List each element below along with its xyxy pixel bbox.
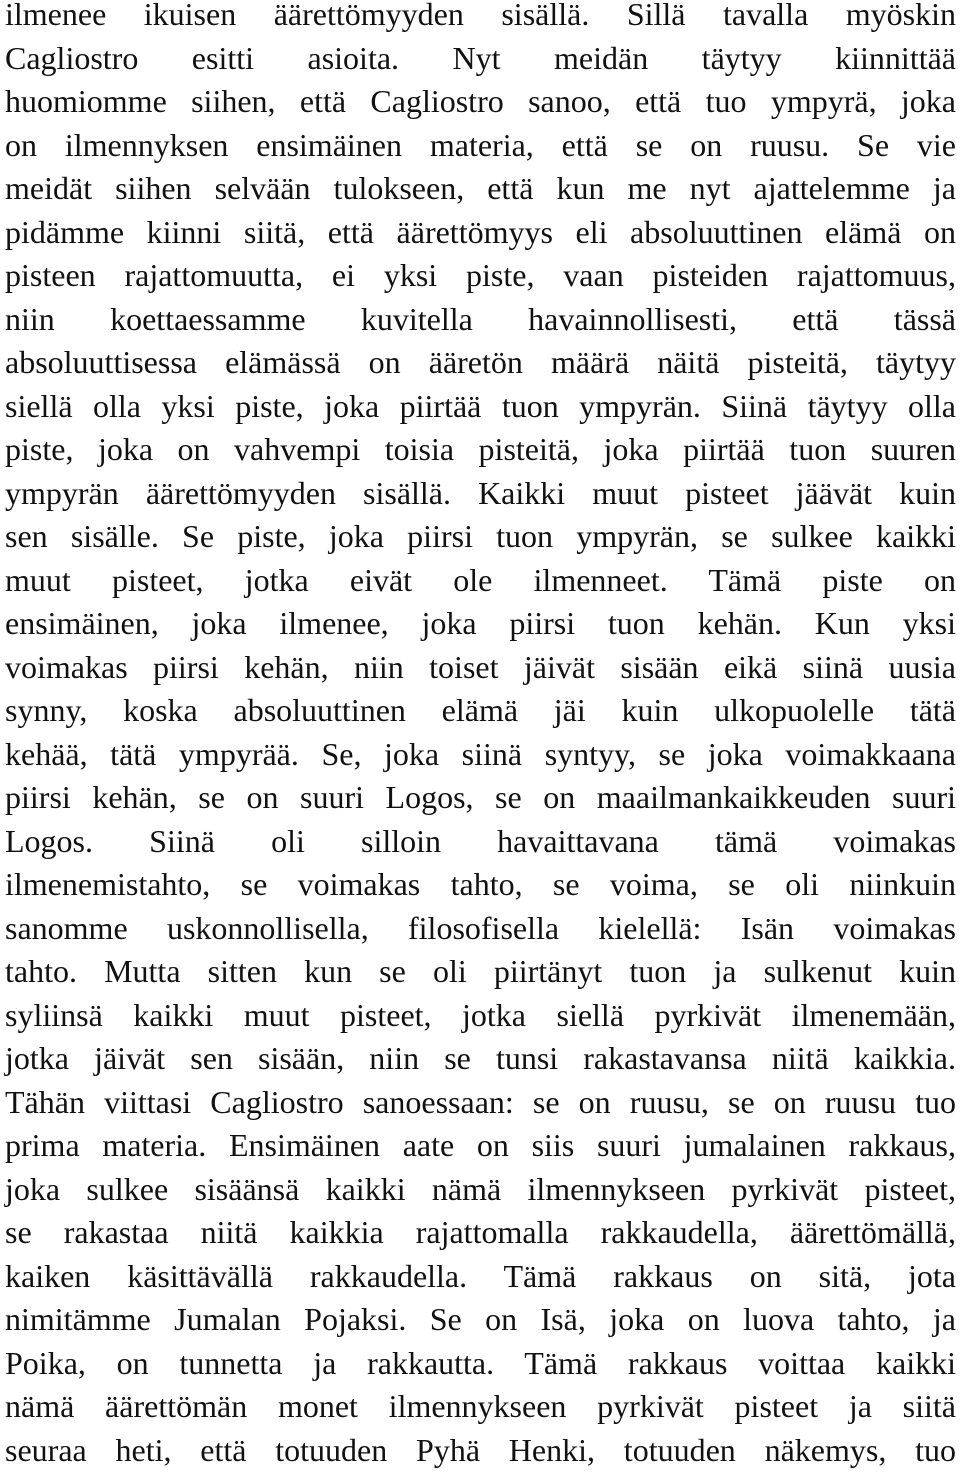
text-line: absoluuttisessa elämässä on ääretön määrä näitä pisteitä, täytyy [0, 341, 960, 385]
text-line: sanomme uskonnollisella, filosofisella kielellä: Isän voimakas [0, 907, 960, 951]
text-line: siellä olla yksi piste, joka piirtää tuon ympyrän. Siinä täytyy olla [0, 385, 960, 429]
text-line: nämä äärettömän monet ilmennykseen pyrkivät pisteet ja siitä [0, 1385, 960, 1429]
text-line: sen sisälle. Se piste, joka piirsi tuon ympyrän, se sulkee kaikki [0, 515, 960, 559]
text-line: on ilmennyksen ensimäinen materia, että se on ruusu. Se vie [0, 124, 960, 168]
text-line: jotka jäivät sen sisään, niin se tunsi rakastavansa niitä kaikkia. [0, 1037, 960, 1081]
text-line: Cagliostro esitti asioita. Nyt meidän täytyy kiinnittää [0, 37, 960, 81]
text-line: piirsi kehän, se on suuri Logos, se on maailmankaikkeuden suuri [0, 776, 960, 820]
text-line: se rakastaa niitä kaikkia rajattomalla rakkaudella, äärettömällä, [0, 1211, 960, 1255]
text-line: kaiken käsittävällä rakkaudella. Tämä rakkaus on sitä, jota [0, 1255, 960, 1299]
text-line: pisteen rajattomuutta, ei yksi piste, vaan pisteiden rajattomuus, [0, 254, 960, 298]
text-line: Logos. Siinä oli silloin havaittavana tämä voimakas [0, 820, 960, 864]
text-line: prima materia. Ensimäinen aate on siis suuri jumalainen rakkaus, [0, 1124, 960, 1168]
text-line: nimitämme Jumalan Pojaksi. Se on Isä, joka on luova tahto, ja [0, 1298, 960, 1342]
text-line: ilmenemistahto, se voimakas tahto, se voima, se oli niinkuin [0, 863, 960, 907]
text-line: ympyrän äärettömyyden sisällä. Kaikki muut pisteet jäävät kuin [0, 472, 960, 516]
text-line: piste, joka on vahvempi toisia pisteitä, joka piirtää tuon suuren [0, 428, 960, 472]
text-line: kehää, tätä ympyrää. Se, joka siinä syntyy, se joka voimakkaana [0, 733, 960, 777]
text-line: joka sulkee sisäänsä kaikki nämä ilmennykseen pyrkivät pisteet, [0, 1168, 960, 1212]
text-line: muut pisteet, jotka eivät ole ilmenneet. Tämä piste on [0, 559, 960, 603]
text-line: niin koettaessamme kuvitella havainnollisesti, että tässä [0, 298, 960, 342]
text-line: ensimäinen, joka ilmenee, joka piirsi tuon kehän. Kun yksi [0, 602, 960, 646]
text-line: voimakas piirsi kehän, niin toiset jäivät sisään eikä siinä uusia [0, 646, 960, 690]
text-line: Tähän viittasi Cagliostro sanoessaan: se on ruusu, se on ruusu tuo [0, 1081, 960, 1125]
text-line: pidämme kiinni siitä, että äärettömyys eli absoluuttinen elämä on [0, 211, 960, 255]
text-line: synny, koska absoluuttinen elämä jäi kuin ulkopuolelle tätä [0, 689, 960, 733]
text-line: ilmenee ikuisen äärettömyyden sisällä. Sillä tavalla myöskin [0, 0, 960, 37]
text-line: huomiomme siihen, että Cagliostro sanoo, että tuo ympyrä, joka [0, 80, 960, 124]
text-line: tahto. Mutta sitten kun se oli piirtänyt tuon ja sulkenut kuin [0, 950, 960, 994]
text-line: Poika, on tunnetta ja rakkautta. Tämä rakkaus voittaa kaikki [0, 1342, 960, 1386]
text-line: meidät siihen selvään tulokseen, että kun me nyt ajattelemme ja [0, 167, 960, 211]
text-line: syliinsä kaikki muut pisteet, jotka siellä pyrkivät ilmenemään, [0, 994, 960, 1038]
text-line: seuraa heti, että totuuden Pyhä Henki, totuuden näkemys, tuo [0, 1429, 960, 1472]
